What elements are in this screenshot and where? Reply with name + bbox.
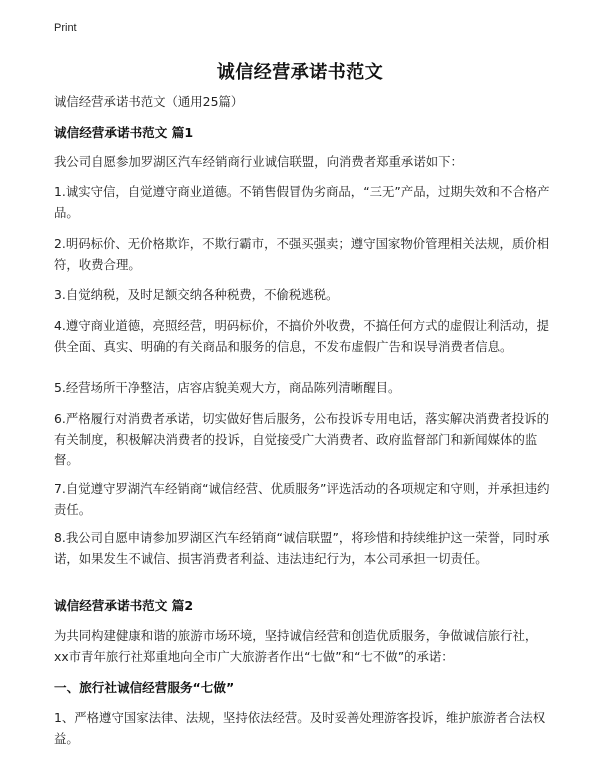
page-title: 诚信经营承诺书范文: [216, 62, 384, 83]
doc-subtitle: 诚信经营承诺书范文（通用25篇）: [54, 94, 244, 109]
section1-item-7: 7.自觉遵守罗湖汽车经销商“诚信经营、优质服务”评选活动的各项规定和守则，并承担违约责任。: [54, 481, 550, 517]
section2-heading: 诚信经营承诺书范文 篇2: [54, 598, 194, 613]
section1-heading: 诚信经营承诺书范文 篇1: [54, 125, 194, 140]
section1-item-1: 1.诚实守信，自觉遵守商业道德。不销售假冒伪劣商品，“三无”产品，过期失效和不合格产品。: [54, 184, 550, 220]
section1-item-5: 5.经营场所干净整洁，店容店貌美观大方，商品陈列清晰醒目。: [54, 380, 401, 395]
section1-item-6: 6.严格履行对消费者承诺，切实做好售后服务，公布投诉专用电话，落实解决消费者投诉的有关制度，积极解决消费者的投诉，自觉接受广大消费者、政府监督部门和新闻媒体的监督。: [54, 411, 550, 467]
section1-item-4: 4.遵守商业道德，亮照经营，明码标价，不搞价外收费，不搞任何方式的虚假让利活动，提供全面、真实、明确的有关商品和服务的信息，不发布虚假广告和误导消费者信息。: [54, 318, 550, 354]
section1-intro: 我公司自愿参加罗湖区汽车经销商行业诚信联盟，向消费者郑重承诺如下：: [54, 154, 463, 169]
print-label: Print: [54, 22, 77, 34]
section1-item-3: 3.自觉纳税，及时足额交纳各种税费，不偷税逃税。: [54, 287, 339, 302]
section1-item-8: 8.我公司自愿申请参加罗湖区汽车经销商“诚信联盟”，将珍惜和持续维护这一荣誉，同时承诺，如果发生不诚信、损害消费者利益、违法违纪行为，本公司承担一切责任。: [54, 530, 550, 566]
section2-intro: 为共同构建健康和谐的旅游市场环境，坚持诚信经营和创造优质服务，争做诚信旅行社，xx市青年旅行社郑重地向全市广大旅游者作出“七做”和“七不做”的承诺：: [54, 628, 538, 664]
section2-sub-heading: 一、旅行社诚信经营服务“七做”: [54, 680, 235, 695]
section2-item-1: 1、严格遵守国家法律、法规，坚持依法经营。及时妥善处理游客投诉，维护旅游者合法权益。: [54, 710, 546, 746]
section1-item-2: 2.明码标价、无价格欺诈，不欺行霸市，不强买强卖；遵守国家物价管理相关法规，质价相符，收费合理。: [54, 236, 550, 272]
